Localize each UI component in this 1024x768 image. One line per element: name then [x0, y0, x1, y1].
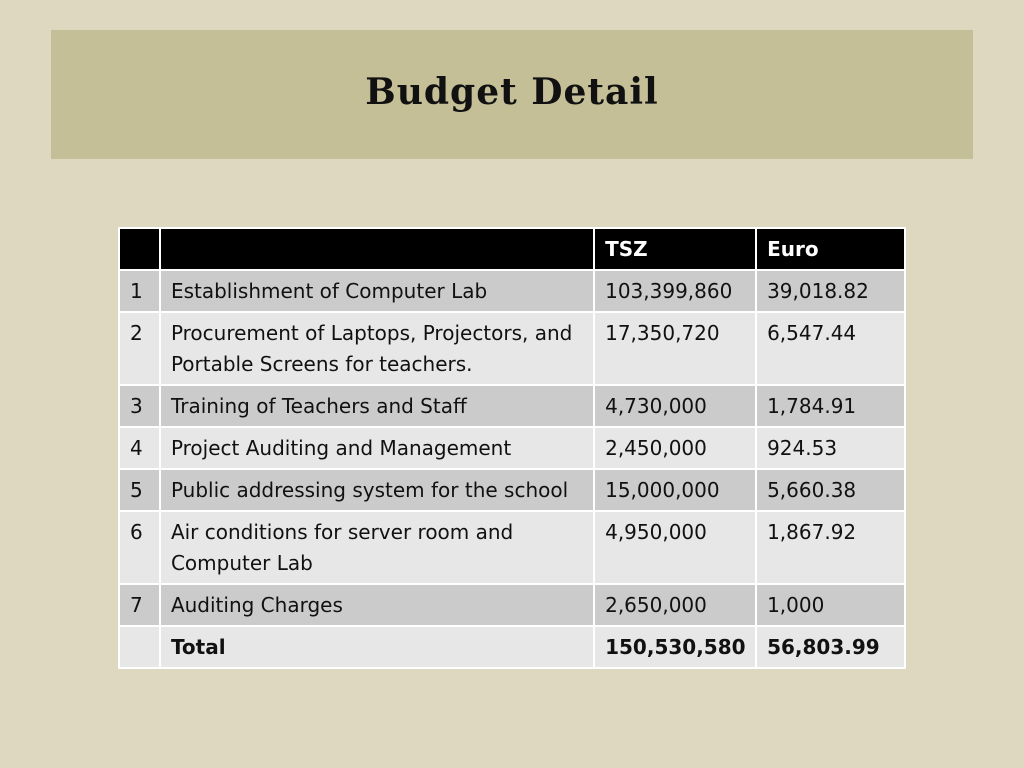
table-row: [119, 270, 905, 312]
row-item: Project Auditing and Management: [160, 427, 594, 469]
row-euro: 5,660.38: [756, 469, 905, 511]
title-bar: [51, 30, 973, 159]
row-item: Air conditions for server room and Computer Lab: [160, 511, 594, 584]
row-number: 1: [119, 270, 160, 312]
row-item: Procurement of Laptops, Projectors, and Portable Screens for teachers.: [160, 312, 594, 385]
row-tsz: 103,399,860: [594, 270, 756, 312]
row-item: Training of Teachers and Staff: [160, 385, 594, 427]
table-row: [119, 469, 905, 511]
table-header-row: [119, 228, 905, 270]
header-euro: Euro: [756, 228, 905, 270]
header-number: [119, 228, 160, 270]
row-item: Auditing Charges: [160, 584, 594, 626]
row-tsz: 17,350,720: [594, 312, 756, 385]
table-row: [119, 385, 905, 427]
row-tsz: 4,950,000: [594, 511, 756, 584]
row-tsz: 4,730,000: [594, 385, 756, 427]
header-item: [160, 228, 594, 270]
row-item: Public addressing system for the school: [160, 469, 594, 511]
row-tsz: 15,000,000: [594, 469, 756, 511]
header-tsz: TSZ: [594, 228, 756, 270]
row-euro: 1,867.92: [756, 511, 905, 584]
row-euro: 1,784.91: [756, 385, 905, 427]
budget-table: [118, 227, 906, 669]
row-euro: 6,547.44: [756, 312, 905, 385]
row-euro: 924.53: [756, 427, 905, 469]
total-tsz: 150,530,580: [594, 626, 756, 668]
total-number: [119, 626, 160, 668]
total-row: [119, 626, 905, 668]
row-tsz: 2,650,000: [594, 584, 756, 626]
total-label: Total: [160, 626, 594, 668]
row-tsz: 2,450,000: [594, 427, 756, 469]
table-row: [119, 312, 905, 385]
row-number: 7: [119, 584, 160, 626]
row-euro: 39,018.82: [756, 270, 905, 312]
table-row: [119, 511, 905, 584]
row-number: 2: [119, 312, 160, 385]
table-row: [119, 584, 905, 626]
row-number: 4: [119, 427, 160, 469]
row-euro: 1,000: [756, 584, 905, 626]
row-number: 6: [119, 511, 160, 584]
row-item: Establishment of Computer Lab: [160, 270, 594, 312]
table-row: [119, 427, 905, 469]
row-number: 5: [119, 469, 160, 511]
slide-title: Budget Detail: [365, 70, 659, 113]
total-euro: 56,803.99: [756, 626, 905, 668]
row-number: 3: [119, 385, 160, 427]
